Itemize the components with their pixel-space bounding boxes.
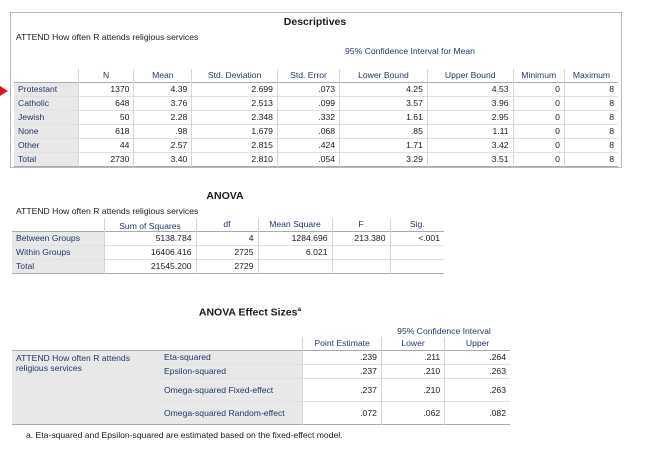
anova-title: ANOVA (206, 190, 244, 202)
row-label: Protestant (14, 83, 78, 97)
row-label: None (14, 125, 78, 139)
table-cell: 2.95 (427, 111, 513, 125)
table-cell: .062 (381, 402, 444, 425)
table-cell: 8 (564, 97, 618, 111)
table-cell: 2.348 (192, 111, 278, 125)
table-cell: 3.40 (134, 153, 192, 167)
table-cell: 6.021 (258, 246, 332, 260)
table-row (14, 153, 618, 167)
table-cell: 0 (513, 111, 564, 125)
row-label: Epsilon-squared (160, 365, 303, 379)
table-cell (390, 246, 444, 260)
table-cell: 2729 (196, 260, 258, 274)
table-cell: 2.815 (192, 139, 278, 153)
col-df: df (196, 218, 258, 232)
row-label: Omega-squared Fixed-effect (160, 379, 303, 402)
table-cell: 8 (564, 139, 618, 153)
table-cell: 2730 (78, 153, 134, 167)
descriptives-ci-header: 95% Confidence Interval for Mean (345, 46, 475, 56)
descriptives-title: Descriptives (283, 16, 347, 28)
col-ci-upper: Upper (445, 337, 510, 351)
row-label: Eta-squared (160, 351, 303, 365)
table-cell: 213.380 (332, 232, 390, 246)
table-cell: 8 (564, 83, 618, 97)
table-cell: .85 (340, 125, 428, 139)
table-cell: 4.25 (340, 83, 428, 97)
table-cell: 16406.416 (104, 246, 196, 260)
table-cell: .211 (381, 351, 444, 365)
table-cell: 4.53 (427, 83, 513, 97)
table-cell: .239 (303, 351, 382, 365)
table-cell: 2.513 (192, 97, 278, 111)
table-row (12, 260, 444, 274)
table-cell: 1370 (78, 83, 134, 97)
effect-table (12, 337, 510, 425)
table-cell: 2725 (196, 246, 258, 260)
table-cell: <.001 (390, 232, 444, 246)
table-cell: .98 (134, 125, 192, 139)
table-cell: 1.71 (340, 139, 428, 153)
table-cell: 4.39 (134, 83, 192, 97)
table-cell: 618 (78, 125, 134, 139)
table-row (14, 97, 618, 111)
col-point-estimate: Point Estimate (303, 337, 382, 351)
table-cell: 44 (78, 139, 134, 153)
table-row (14, 111, 618, 125)
table-cell: .082 (445, 402, 510, 425)
effect-title-text: ANOVA Effect Sizes (198, 306, 298, 319)
effect-ci-header: 95% Confidence Interval (397, 326, 491, 336)
table-cell: .099 (277, 97, 339, 111)
table-cell: 3.29 (340, 153, 428, 167)
effect-title-sup: a (297, 306, 302, 313)
table-cell: .073 (277, 83, 339, 97)
table-cell: 3.51 (427, 153, 513, 167)
table-cell: 1.11 (427, 125, 513, 139)
table-cell: 3.76 (134, 97, 192, 111)
row-label: Catholic (14, 97, 78, 111)
table-cell: 2.57 (134, 139, 192, 153)
table-cell (258, 260, 332, 274)
table-cell: 50 (78, 111, 134, 125)
descriptives-table (14, 69, 618, 167)
effect-group-label: ATTEND How often R attends religious services (12, 351, 160, 425)
table-cell: 648 (78, 97, 134, 111)
row-label: Total (14, 153, 78, 167)
table-cell: 0 (513, 139, 564, 153)
table-cell: .054 (277, 153, 339, 167)
table-cell: .210 (381, 365, 444, 379)
descriptives-subtitle: ATTEND How often R attends religious services (16, 32, 199, 42)
table-row (14, 125, 618, 139)
table-cell: 21545.200 (104, 260, 196, 274)
table-cell: .263 (445, 365, 510, 379)
row-label: Total (12, 260, 104, 274)
table-cell: .332 (277, 111, 339, 125)
effect-footnote: a. Eta-squared and Epsilon-squared are estimated based on the fixed-effect model. (26, 430, 343, 440)
table-cell: .237 (303, 365, 382, 379)
table-cell (332, 246, 390, 260)
table-cell: 1.61 (340, 111, 428, 125)
table-cell: 2.28 (134, 111, 192, 125)
row-pointer-icon (0, 86, 8, 96)
table-row (12, 232, 444, 246)
table-cell: 5138.784 (104, 232, 196, 246)
table-cell: .264 (445, 351, 510, 365)
table-row (12, 351, 510, 365)
col-lower: Lower Bound (340, 69, 428, 83)
col-std-dev: Std. Deviation (192, 69, 278, 83)
table-row (14, 83, 618, 97)
table-cell (332, 260, 390, 274)
col-n: N (78, 69, 134, 83)
table-cell: 3.57 (340, 97, 428, 111)
table-cell: 0 (513, 97, 564, 111)
col-upper: Upper Bound (427, 69, 513, 83)
table-cell: .210 (381, 379, 444, 402)
col-mean: Mean (134, 69, 192, 83)
table-cell: 1284.696 (258, 232, 332, 246)
col-max: Maximum (564, 69, 618, 83)
col-ci-lower: Lower (381, 337, 444, 351)
col-mean-square: Mean Square (258, 218, 332, 232)
col-f: F (332, 218, 390, 232)
anova-subtitle: ATTEND How often R attends religious services (16, 206, 199, 216)
table-cell: 0 (513, 125, 564, 139)
row-label: Jewish (14, 111, 78, 125)
table-cell (390, 260, 444, 274)
table-cell: 8 (564, 125, 618, 139)
effect-title (150, 306, 350, 319)
row-label: Between Groups (12, 232, 104, 246)
table-cell: .072 (303, 402, 382, 425)
table-cell: 3.42 (427, 139, 513, 153)
table-cell: 0 (513, 83, 564, 97)
anova-table (12, 218, 444, 274)
row-label: Other (14, 139, 78, 153)
row-label: Within Groups (12, 246, 104, 260)
table-cell: 3.96 (427, 97, 513, 111)
table-cell: 2.699 (192, 83, 278, 97)
table-cell: 1.679 (192, 125, 278, 139)
table-row (12, 246, 444, 260)
col-min: Minimum (513, 69, 564, 83)
table-cell: 0 (513, 153, 564, 167)
table-cell: .263 (445, 379, 510, 402)
table-cell: .237 (303, 379, 382, 402)
col-sig: Sig. (390, 218, 444, 232)
table-cell: .068 (277, 125, 339, 139)
table-cell: 4 (196, 232, 258, 246)
table-cell: .424 (277, 139, 339, 153)
row-label: Omega-squared Random-effect (160, 402, 303, 425)
table-row (14, 139, 618, 153)
col-sum-squares: Sum of Squares (104, 218, 196, 232)
col-std-err: Std. Error (277, 69, 339, 83)
table-cell: 8 (564, 111, 618, 125)
table-cell: 2.810 (192, 153, 278, 167)
table-cell: 8 (564, 153, 618, 167)
